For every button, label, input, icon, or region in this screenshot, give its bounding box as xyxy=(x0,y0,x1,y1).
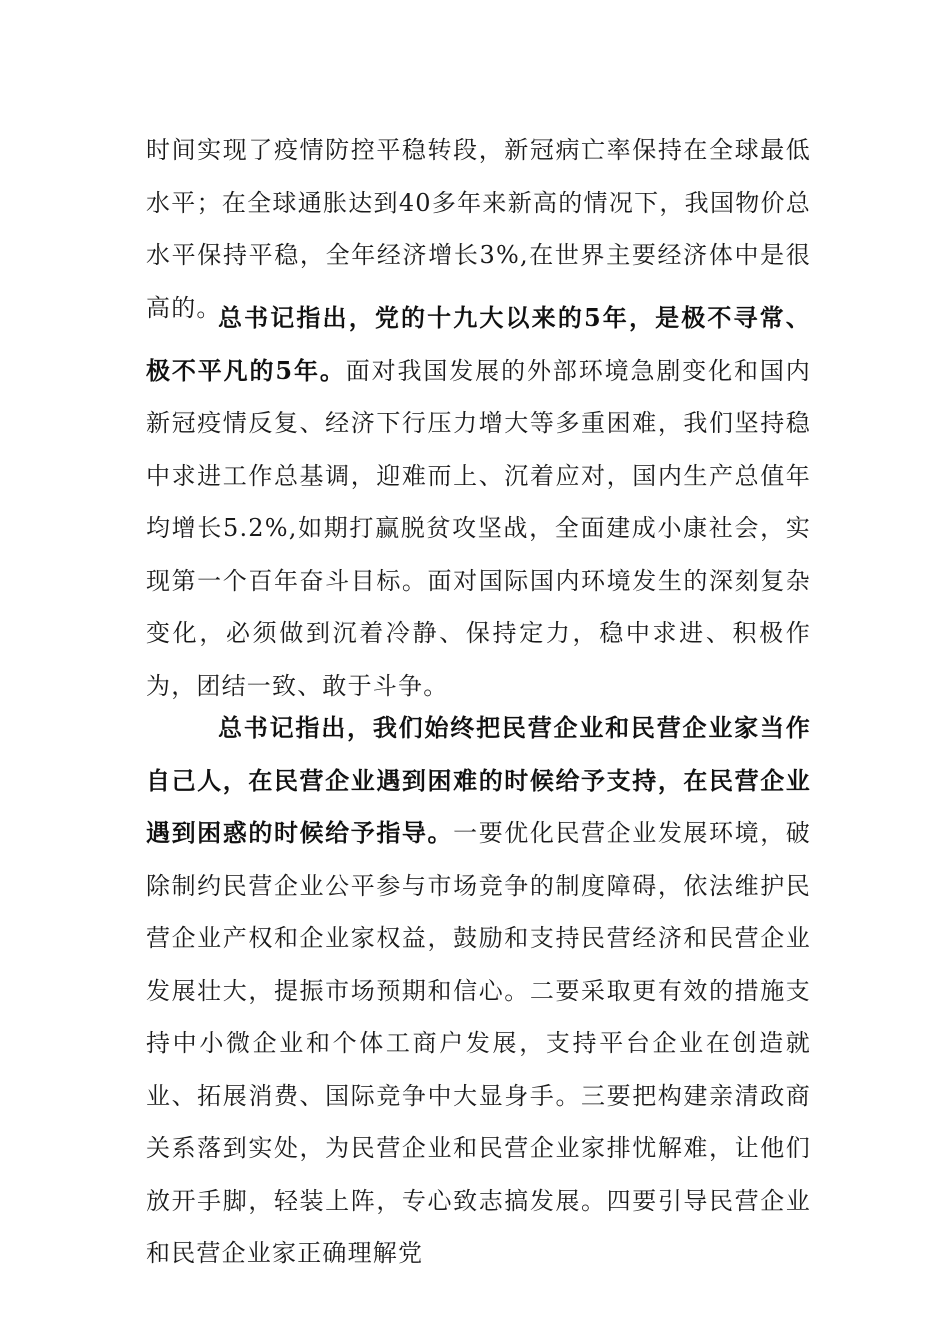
paragraph-2-body xyxy=(146,292,811,712)
paragraph-3-text: 一要优化民营企业发展环境，破除制约民营企业公平参与市场竞争的制度障碍，依法维护民营企业产权和企业家权益，鼓励和支持民营经济和民营企业发展壮大，提振市场预期和信心。二要采取更有效的措施支持中小微企业和个体工商户发展，支持平台企业在创造就业、拓展消费、国际竞争中大显身手。三要把构建亲清政商关系落到实处，为民营企业和民营企业家排忧解难，让他们放开手脚，轻装上阵，专心致志搞发展。四要引导民营企业和民营企业家正确理解党 xyxy=(146,819,811,1267)
paragraph-3-body xyxy=(146,702,811,1280)
paragraph-2-text: 面对我国发展的外部环境急剧变化和国内新冠疫情反复、经济下行压力增大等多重困难，我们坚持稳中求进工作总基调，迎难而上、沉着应对，国内生产总值年均增长5.2%,如期打赢脱贫攻坚战，全面建成小康社会，实现第一个百年奋斗目标。面对国际国内环境发生的深刻复杂变化，必须做到沉着冷静、保持定力，稳中求进、积极作为，团结一致、敢于斗争。 xyxy=(146,356,811,700)
paragraph-3-lead: 总书记指出，我们始终把民营企业和民营企业家当作自己人，在民营企业遇到困难的时候给予支持，在民营企业遇到困惑的时候给予指导。 xyxy=(146,713,811,847)
paragraph-2 xyxy=(146,292,811,712)
paragraph-3 xyxy=(146,702,811,1280)
paragraph-1-text: 时间实现了疫情防控平稳转段，新冠病亡率保持在全球最低水平；在全球通胀达到40多年来新高的情况下，我国物价总水平保持平稳，全年经济增长3%,在世界主要经济体中是很高的。 xyxy=(146,136,811,322)
paragraph-2-lead: 总书记指出，党的十九大以来的5年，是极不寻常、极不平凡的5年。 xyxy=(146,303,811,385)
